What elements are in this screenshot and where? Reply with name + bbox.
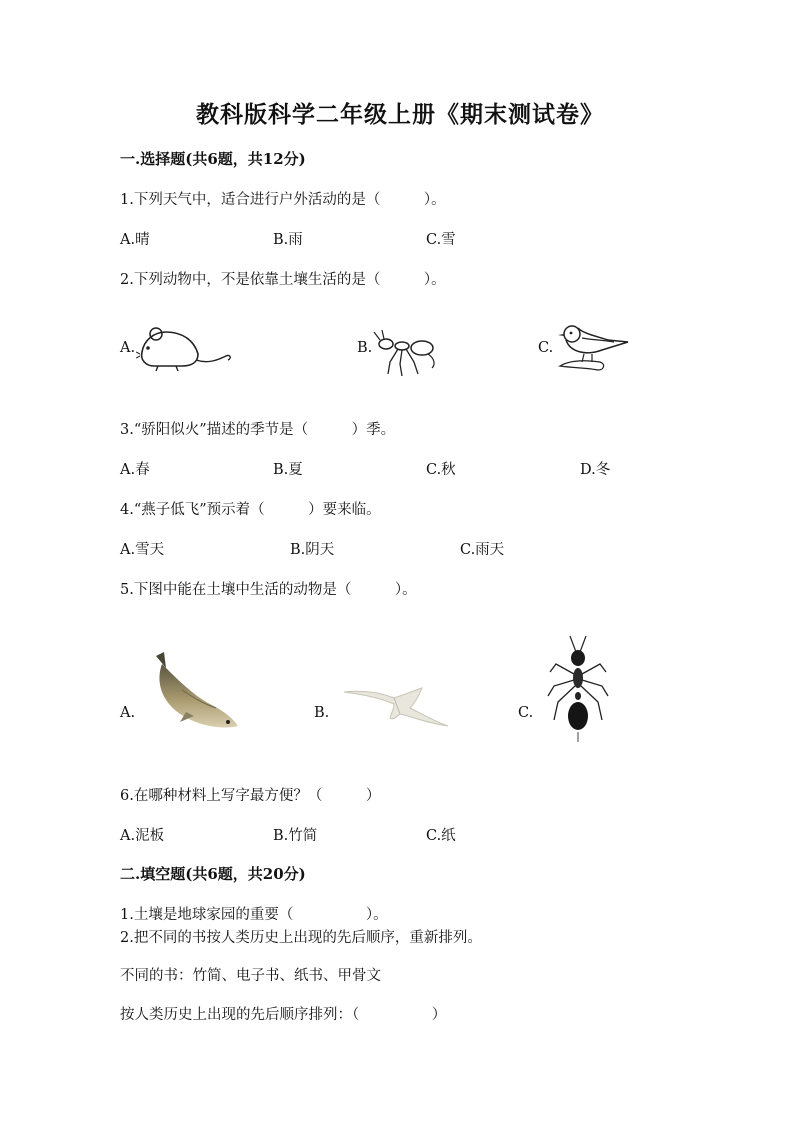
fish-photo	[146, 650, 242, 734]
q4-option-b: B.阴天	[290, 542, 335, 558]
mouse-icon	[136, 324, 234, 372]
q3-option-d: D.冬	[580, 462, 611, 478]
section-heading-fill: 二.填空题(共6题，共20分)	[120, 865, 306, 883]
q1-option-c: C.雪	[426, 232, 456, 248]
fill-question-2: 2.把不同的书按人类历史上出现的先后顺序，重新排列。	[120, 930, 482, 946]
q3-option-a: A.春	[120, 462, 150, 478]
q2-option-c: C.	[538, 340, 554, 356]
q1-option-b: B.雨	[273, 232, 303, 248]
question-4: 4.“燕子低飞”预示着（ ）要来临。	[120, 502, 381, 518]
question-5: 5.下图中能在土壤中生活的动物是（ ）。	[120, 582, 417, 598]
page-title: 教科版科学二年级上册《期末测试卷》	[196, 101, 604, 128]
bird-icon	[556, 322, 632, 374]
q5-option-c: C.	[518, 705, 534, 721]
ant-photo	[546, 634, 612, 744]
q4-option-a: A.雪天	[120, 542, 165, 558]
q3-option-c: C.秋	[426, 462, 456, 478]
q1-option-a: A.晴	[120, 232, 150, 248]
q6-option-c: C.纸	[426, 828, 456, 844]
q2-option-a: A.	[120, 340, 136, 356]
q6-option-b: B.竹简	[273, 828, 318, 844]
ant-icon	[372, 328, 440, 378]
fill-question-1: 1.土壤是地球家园的重要（ ）。	[120, 907, 388, 923]
fill-question-2-answer: 按人类历史上出现的先后顺序排列：（ ）	[120, 1007, 447, 1023]
q2-option-b: B.	[357, 340, 373, 356]
question-3: 3.“骄阳似火”描述的季节是（ ）季。	[120, 422, 396, 438]
q3-option-b: B.夏	[273, 462, 303, 478]
question-2: 2.下列动物中，不是依靠土壤生活的是（ ）。	[120, 272, 446, 288]
q4-option-c: C.雨天	[460, 542, 505, 558]
q6-option-a: A.泥板	[120, 828, 165, 844]
question-1: 1.下列天气中，适合进行户外活动的是（ ）。	[120, 192, 446, 208]
fill-question-2-books: 不同的书：竹简、电子书、纸书、甲骨文	[120, 968, 381, 984]
q5-option-a: A.	[120, 705, 136, 721]
q5-option-b: B.	[314, 705, 330, 721]
question-6: 6.在哪种材料上写字最方便？（ ）	[120, 788, 381, 804]
seagull-photo	[340, 680, 452, 730]
section-heading-choice: 一.选择题(共6题，共12分)	[120, 150, 306, 168]
